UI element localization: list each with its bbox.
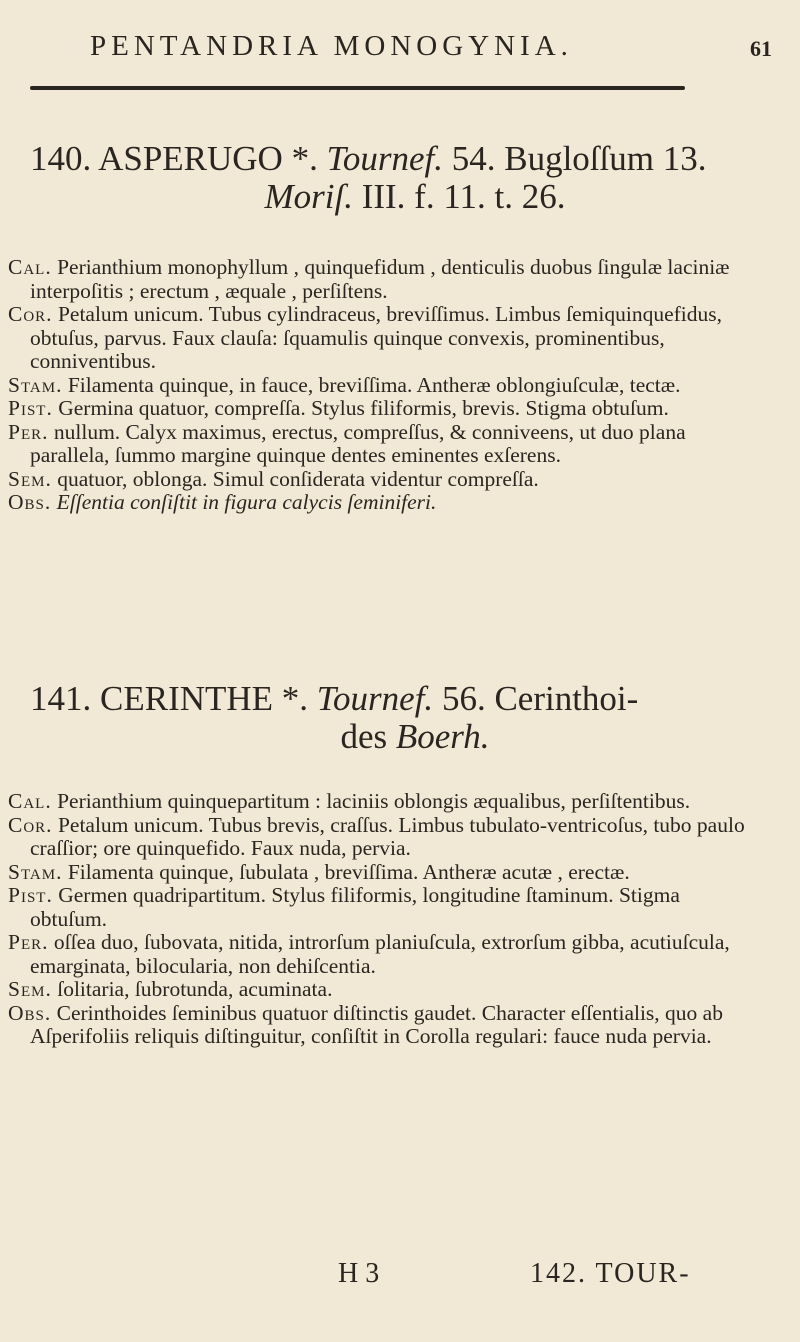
signature-mark: H 3 <box>338 1258 380 1289</box>
entry-calyx: Cal. Perianthium quinquepartitum : laciniis oblongis æqualibus, perſiſtentibus. <box>8 789 691 813</box>
genus-synonym: Cerinthoi- <box>494 679 639 718</box>
entry-semina: Sem. ſolitaria, ſubrotunda, acuminata. <box>8 977 333 1001</box>
genus-ref-number: 54. <box>451 139 496 178</box>
entry-pericarpium: Per. oſſea duo, ſubovata, nitida, introrſum planiuſcula, extrorſum gibba, acutiuſcula, emarginata, bilocularia, non dehiſcentia. <box>8 930 730 978</box>
running-head-title: PENTANDRIA MONOGYNIA. <box>90 30 573 62</box>
entry-observatio: Obs. Eſſentia conſiſtit in figura calycis ſeminiferi. <box>8 490 437 514</box>
genus-name: CERINTHE <box>100 679 274 718</box>
entry-pistillum: Pist. Germen quadripartitum. Stylus filiformis, longitudine ſtaminum. Stigma obtuſum. <box>8 883 680 931</box>
genus-140 <box>0 140 800 515</box>
running-head <box>0 26 800 70</box>
genus-ref2: Boerh. <box>395 717 490 756</box>
entry-stamina: Stam. Filamenta quinque, ſubulata , breviſſima. Antheræ acutæ , erectæ. <box>8 859 630 884</box>
genus-synonym: Bugloſſum 13. <box>504 139 707 178</box>
entry-corolla: Cor. Petalum unicum. Tubus brevis, craſſus. Limbus tubulato-ventricoſus, tubo paulo craſſior; ore quinquefido. Faux nuda, pervia. <box>8 812 745 860</box>
genus-ref2: Moriſ. <box>264 177 353 216</box>
entry-stamina: Stam. Filamenta quinque, in fauce, breviſſima. Antheræ oblongiuſculæ, tectæ. <box>8 372 681 397</box>
genus-ref: Tournef. <box>326 139 443 178</box>
entry-corolla: Cor. Petalum unicum. Tubus cylindraceus, breviſſimus. Limbus ſemiquinquefidus, obtuſus, parvus. Faux clauſa: ſquamulis quinque convexis, prominentibus, conniventibus. <box>8 302 723 373</box>
genus-mark: *. <box>291 139 318 178</box>
entry-pericarpium: Per. nullum. Calyx maximus, erectus, compreſſus, & conniveens, ut duo plana parallela, ſummo margine quinque dentes eminentes exſerens. <box>8 419 686 467</box>
genus-141 <box>0 680 800 1049</box>
genus-number: 140. <box>30 139 92 178</box>
genus-ref2-detail: III. f. 11. t. 26. <box>361 177 566 216</box>
genus-140-description <box>0 256 800 515</box>
entry-calyx: Cal. Perianthium monophyllum , quinquefidum , denticulis duobus ſingulæ laciniæ interpoſitis ; erectum , æquale , perſiſtens. <box>8 255 730 303</box>
entry-observatio: Obs. Cerinthoides ſeminibus quatuor diſtinctis gaudet. Character eſſentialis, quo ab Aſperifoliis reliquis diſtinguitur, conſiſtit in Corolla regulari: fauce nuda pervia. <box>8 1000 723 1048</box>
genus-140-heading <box>0 140 800 216</box>
genus-141-heading-line2 <box>30 718 800 756</box>
entry-pistillum: Pist. Germina quatuor, compreſſa. Stylus filiformis, brevis. Stigma obtuſum. <box>8 396 669 420</box>
genus-141-heading <box>0 680 800 756</box>
entry-semina: Sem. quatuor, oblonga. Simul conſiderata videntur compreſſa. <box>8 466 539 491</box>
genus-number: 141. <box>30 679 92 718</box>
page-footer <box>0 1258 800 1298</box>
page-number: 61 <box>750 36 772 61</box>
genus-ref: Tournef. <box>316 679 434 718</box>
genus-140-heading-line2 <box>30 178 800 216</box>
genus-141-description <box>0 790 800 1049</box>
catchword: 142. TOUR- <box>530 1258 691 1289</box>
header-rule <box>30 86 685 90</box>
genus-name: ASPERUGO <box>98 139 283 178</box>
genus-synonym-cont: des <box>340 717 388 756</box>
genus-mark: *. <box>281 679 309 718</box>
genus-ref-number: 56. <box>441 679 486 718</box>
